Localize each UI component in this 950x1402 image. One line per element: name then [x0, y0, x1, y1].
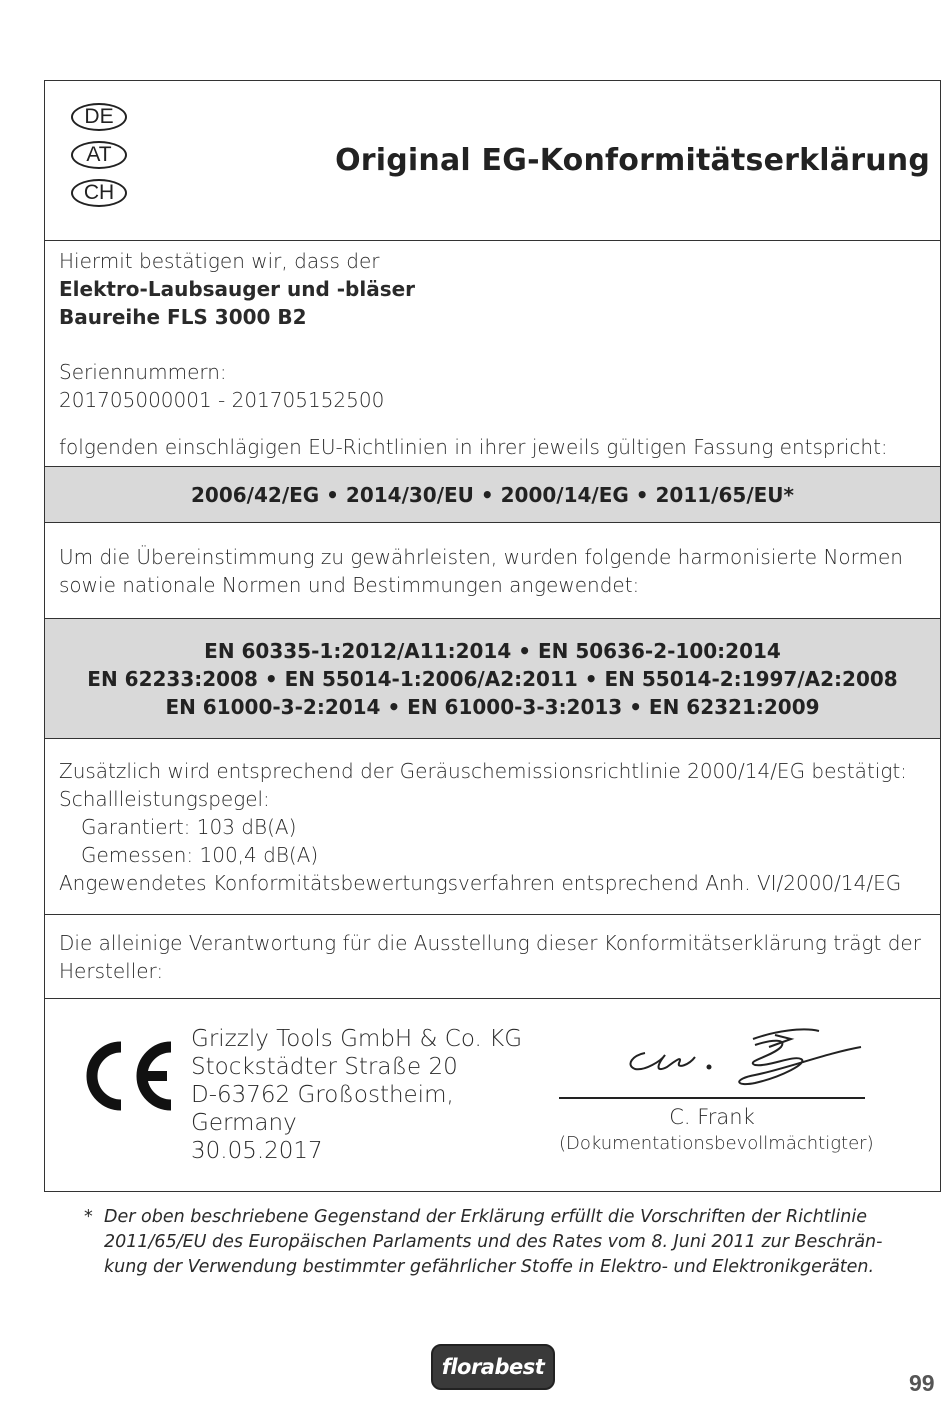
ce-mark-icon: [81, 1039, 177, 1113]
product-series: Baureihe FLS 3000 B2: [59, 305, 307, 329]
country-badges: [71, 103, 127, 217]
responsibility-line-1: Die alleinige Verantwortung für die Ausstellung dieser Konformitätserklärung trägt der: [59, 931, 921, 955]
manufacturer-city: D-63762 Großostheim,: [191, 1082, 454, 1108]
norms-line-2: EN 62233:2008 • EN 55014-1:2006/A2:2011 • EN 55014-2:1997/A2:2008: [87, 667, 898, 691]
footnote: [84, 1205, 904, 1280]
serial-label: Seriennummern:: [59, 360, 227, 384]
norms-intro-section: [45, 523, 940, 619]
directives-list: 2006/42/EG • 2014/30/EU • 2000/14/EG • 2011/65/EU*: [191, 483, 794, 507]
noise-line-2: Schallleistungspegel:: [59, 787, 270, 811]
manufacturer-address: [191, 1025, 522, 1165]
directives-band: [45, 467, 940, 523]
florabest-logo: florabest: [431, 1344, 555, 1390]
footnote-line-1: Der oben beschriebene Gegenstand der Erklärung erfüllt die Vorschriften der Richtlinie: [104, 1207, 867, 1227]
product-section: [45, 241, 940, 467]
noise-section: [45, 739, 940, 915]
responsibility-line-2: Hersteller:: [59, 959, 164, 983]
product-intro: Hiermit bestätigen wir, dass der: [59, 249, 380, 273]
signer-name: C. Frank: [669, 1105, 755, 1129]
declaration-date: 30.05.2017: [191, 1138, 323, 1164]
norms-line-1: EN 60335-1:2012/A11:2014 • EN 50636-2-100:2014: [204, 639, 781, 663]
noise-measured: Gemessen: 100,4 dB(A): [81, 843, 319, 867]
serial-range: 201705000001 - 201705152500: [59, 388, 385, 412]
footnote-marker: *: [84, 1207, 93, 1227]
norms-intro-line-1: Um die Übereinstimmung zu gewährleisten, wurden folgende harmonisierte Normen: [59, 545, 903, 569]
manufacturer-country: Germany: [191, 1110, 297, 1136]
page-number: 99: [909, 1370, 935, 1396]
norms-intro-line-2: sowie nationale Normen und Bestimmungen angewendet:: [59, 573, 640, 597]
manufacturer-section: [45, 999, 940, 1191]
manufacturer-street: Stockstädter Straße 20: [191, 1054, 458, 1080]
signature-line: [559, 1097, 865, 1099]
country-badge-at: AT: [71, 141, 127, 169]
signer-role: (Dokumentationsbevollmächtigter): [559, 1133, 874, 1154]
noise-line-1: Zusätzlich wird entsprechend der Geräuschemissionsrichtlinie 2000/14/EG bestätigt:: [59, 759, 907, 783]
noise-guaranteed: Garantiert: 103 dB(A): [81, 815, 297, 839]
footnote-line-3: kung der Verwendung bestimmter gefährlicher Stoffe in Elektro- und Elektronikgeräten.: [104, 1257, 875, 1277]
norms-line-3: EN 61000-3-2:2014 • EN 61000-3-3:2013 • EN 62321:2009: [165, 695, 820, 719]
header-row: [45, 81, 940, 241]
document-title: Original EG-Konformitätserklärung: [335, 143, 930, 178]
declaration-frame: [44, 80, 941, 1192]
product-name: Elektro-Laubsauger und -bläser: [59, 277, 416, 301]
noise-procedure: Angewendetes Konformitätsbewertungsverfahren entsprechend Anh. VI/2000/14/EG: [59, 871, 902, 895]
footnote-line-2: 2011/65/EU des Europäischen Parlaments und des Rates vom 8. Juni 2011 zur Beschrän-: [104, 1232, 883, 1252]
country-badge-ch: CH: [71, 179, 127, 207]
manufacturer-company: Grizzly Tools GmbH & Co. KG: [191, 1026, 523, 1052]
signature-icon: [605, 1017, 935, 1107]
norms-band: [45, 619, 940, 739]
responsibility-section: [45, 915, 940, 999]
directives-intro: folgenden einschlägigen EU-Richtlinien in ihrer jeweils gültigen Fassung entspricht:: [59, 435, 888, 459]
country-badge-de: DE: [71, 103, 127, 131]
